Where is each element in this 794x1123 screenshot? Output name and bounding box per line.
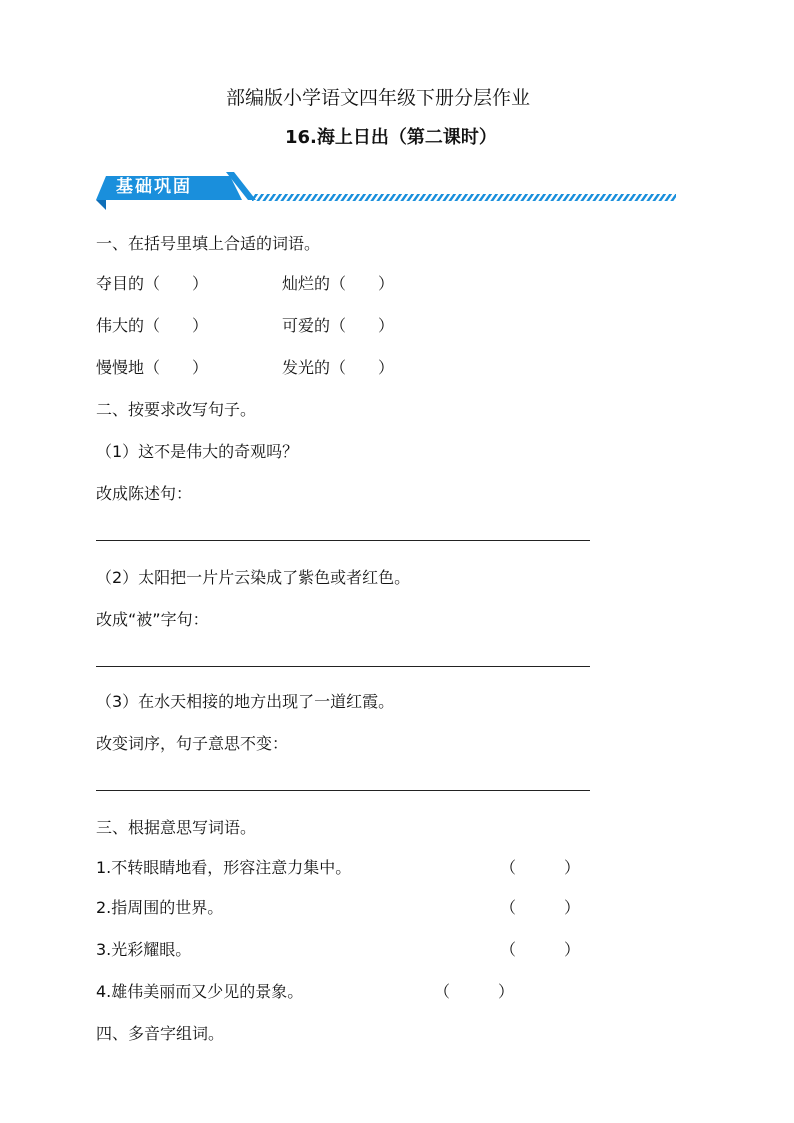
q1-item: 发光的（ ）	[282, 358, 395, 377]
q1-item: 慢慢地（ ）	[96, 358, 209, 377]
q1-item: 可爱的（ ）	[282, 316, 395, 335]
q3-item-blank[interactable]: （ ）	[500, 898, 581, 917]
q2-sentence: （1）这不是伟大的奇观吗？	[96, 442, 299, 461]
answer-line[interactable]	[96, 540, 590, 541]
q1-item: 伟大的（ ）	[96, 316, 209, 335]
q2-task: 改成陈述句：	[96, 484, 193, 503]
q4-heading: 四、多音字组词。	[96, 1024, 225, 1043]
q3-item-text: 4.雄伟美丽而又少见的景象。	[96, 982, 304, 1001]
q2-task: 改变词序，句子意思不变：	[96, 734, 289, 753]
q3-item-text: 1.不转眼睛地看，形容注意力集中。	[96, 858, 352, 877]
page-title: 部编版小学语文四年级下册分层作业	[226, 87, 531, 109]
lesson-title: 16.海上日出（第二课时）	[285, 127, 497, 148]
q1-item: 灿烂的（ ）	[282, 274, 395, 293]
q2-task: 改成“被”字句：	[96, 610, 209, 629]
answer-line[interactable]	[96, 790, 590, 791]
q3-item-text: 2.指周围的世界。	[96, 898, 224, 917]
q2-heading: 二、按要求改写句子。	[96, 400, 257, 419]
q3-item-blank[interactable]: （ ）	[500, 858, 581, 877]
q2-sentence: （3）在水天相接的地方出现了一道红霞。	[96, 692, 395, 711]
q3-item-blank[interactable]: （ ）	[500, 940, 581, 959]
q1-item: 夺目的（ ）	[96, 274, 209, 293]
q3-item-text: 3.光彩耀眼。	[96, 940, 192, 959]
q1-heading: 一、在括号里填上合适的词语。	[96, 234, 321, 253]
banner-hatch-stripe	[252, 194, 676, 201]
q3-item-blank[interactable]: （ ）	[434, 982, 515, 1001]
section-label: 基础巩固	[116, 177, 192, 197]
answer-line[interactable]	[96, 666, 590, 667]
q3-heading: 三、根据意思写词语。	[96, 818, 257, 837]
banner-fold	[96, 200, 106, 210]
q2-sentence: （2）太阳把一片片云染成了紫色或者红色。	[96, 568, 411, 587]
